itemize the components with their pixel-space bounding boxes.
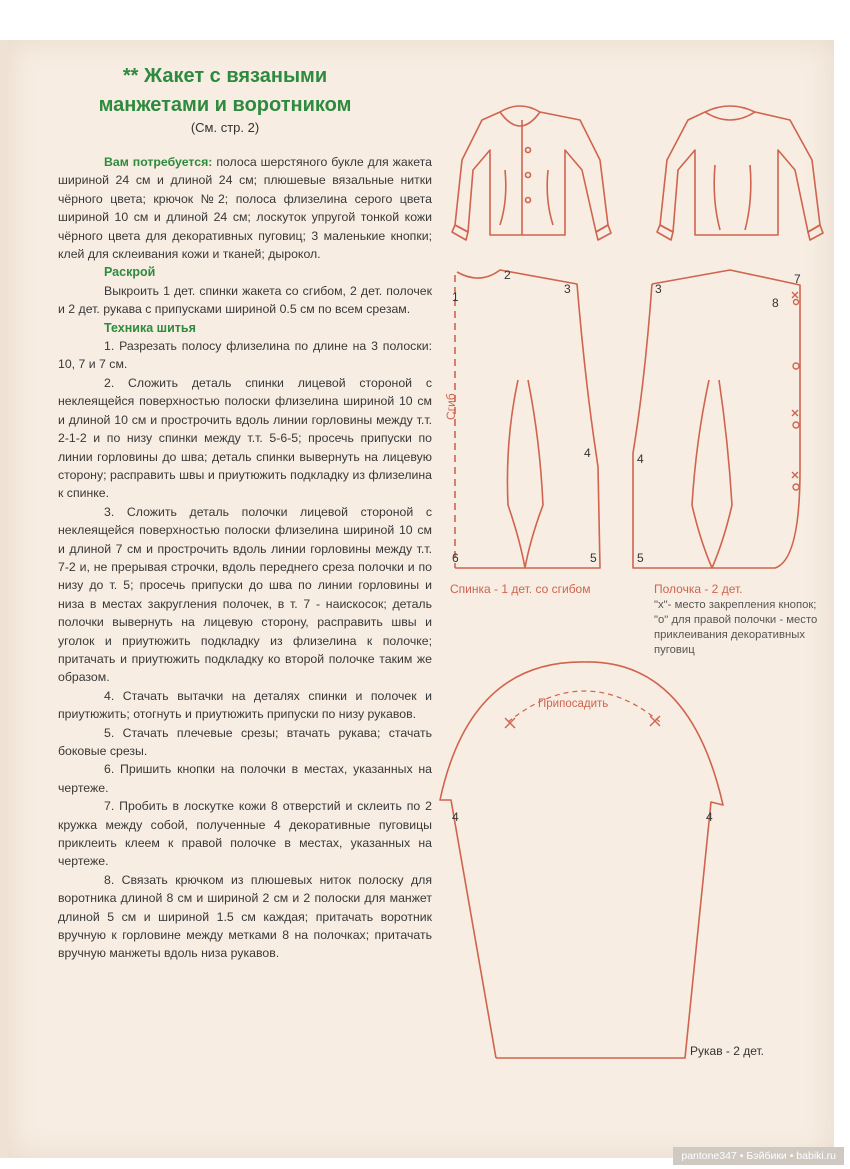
front-piece-label: Полочка - 2 дет. (654, 582, 743, 596)
back-piece-label: Спинка - 1 дет. со сгибом (450, 582, 591, 596)
fold-label: Сгиб (444, 393, 458, 420)
back-point-1: 1 (452, 290, 459, 304)
ease-label: Припосадить (538, 698, 609, 710)
sleeve-point-4-left: 4 (452, 810, 459, 824)
cut-text: Выкроить 1 дет. спинки жакета со сгибом, 2 дет. полочек и 2 дет. рукава с припусками шириной 0.5 см по всем срезам. (58, 283, 432, 317)
back-point-6: 6 (452, 551, 459, 565)
pattern-notes (654, 598, 830, 658)
back-point-2: 2 (504, 268, 511, 282)
front-marks (505, 292, 799, 728)
step-6: 6. Пришить кнопки на полочки в местах, указанных на чертеже. (58, 762, 432, 795)
step-2: 2. Сложить деталь спинки лицевой стороной с неклеящейся поверхностью полоски флизелина шириной 10 см и длиной 10 см и прострочить вдоль линии горловины между т.т. 2-1-2 и по низу спинки между т.т. 5-6-5; просечь припуски по линии горловины до шва; деталь спинки вывернуть на лицевую сторону; расправить швы и приутюжить подкладку из флизелина к спинке. (58, 375, 432, 501)
jacket-back-sketch (657, 106, 823, 240)
step-1: 1. Разрезать полосу флизелина по длине на 3 полоски: 10, 7 и 7 см. (58, 339, 432, 372)
step-7: 7. Пробить в лоскутке кожи 8 отверстий и склеить по 2 кружка между собой, полученные 4 декоративные пуговицы приклеить клеем к правой полочке в местах, указанных на чертеже. (58, 799, 432, 869)
title-line-1: ** Жакет с вязаными (122, 65, 328, 87)
sleeve-point-4-right: 4 (706, 810, 713, 824)
materials-label: Вам потребуется: (104, 155, 213, 169)
step-3: 3. Сложить деталь полочки лицевой стороной с неклеящейся поверхностью полоски флизелина шириной 10 см и длиной 7 см и прострочить вдоль линии горловины между т.т. 7-2 и, не прерывая строчки, вдоль переднего среза полочки и по низу до т. 5; просечь припуски до шва по линии горловины и низа в местах закругления полочек, в т. 7 - наискосок; деталь полочки вывернуть на лицевую сторону, расправить швы и уголок и приутюжить подкладку из флизелина к полочке; притачать и приутюжить подкладку ко второй полочке таким же образом. (58, 504, 432, 685)
front-point-3: 3 (655, 282, 662, 296)
page-subtitle: (См. стр. 2) (190, 120, 260, 135)
cut-heading: Раскрой (104, 265, 156, 280)
back-point-5: 5 (590, 551, 597, 565)
step-4: 4. Стачать вытачки на деталях спинки и полочек и приутюжить; отогнуть и приутюжить припуски по низу рукавов. (58, 688, 432, 722)
step-5: 5. Стачать плечевые срезы; втачать рукава; стачать боковые срезы. (58, 725, 432, 758)
watermark: pantone347 • Бэйбики • babiki.ru (673, 1147, 844, 1165)
front-point-4: 4 (637, 452, 644, 466)
jacket-front-sketch (452, 106, 611, 240)
back-pattern-piece (455, 270, 600, 568)
back-point-4: 4 (584, 446, 591, 460)
sewing-heading: Техника шитья (104, 320, 196, 335)
sleeve-pattern-piece (440, 662, 723, 1058)
sleeve-piece-label: Рукав - 2 дет. (690, 1044, 765, 1058)
front-pattern-piece (633, 270, 800, 568)
back-point-3: 3 (564, 282, 571, 296)
materials-text: полоса шерстяного букле для жакета шириной 24 см и длиной 24 см; плюшевые вязальные нитки чёрного цвета; крючок №2; полоса флизелина серого цвета шириной 10 см и длиной 24 см; лоскуток упругой тонкой кожи чёрного цвета для декоративных пуговиц; 3 маленькие кнопки; клей для склеивания кожи и тканей; дырокол. (58, 155, 432, 262)
step-8: 8. Связать крючком из плюшевых ниток полоску для воротника длиной 8 см и шириной 2 см и 2 полоски для манжет длиной 5 см и шириной 1.5 см каждая; притачать воротник вручную к горловине между метками 8 на полочках; притачать вручную манжеты вдоль низа рукавов. (58, 872, 432, 961)
front-point-5: 5 (637, 551, 644, 565)
note-o: "о" для правой полочки - место приклеивания декоративных пуговиц (654, 614, 818, 656)
note-x: "х"- место закрепления кнопок; (654, 599, 817, 611)
front-point-7: 7 (794, 272, 801, 286)
front-point-8: 8 (772, 296, 779, 310)
title-line-2: манжетами и воротником (98, 94, 352, 116)
